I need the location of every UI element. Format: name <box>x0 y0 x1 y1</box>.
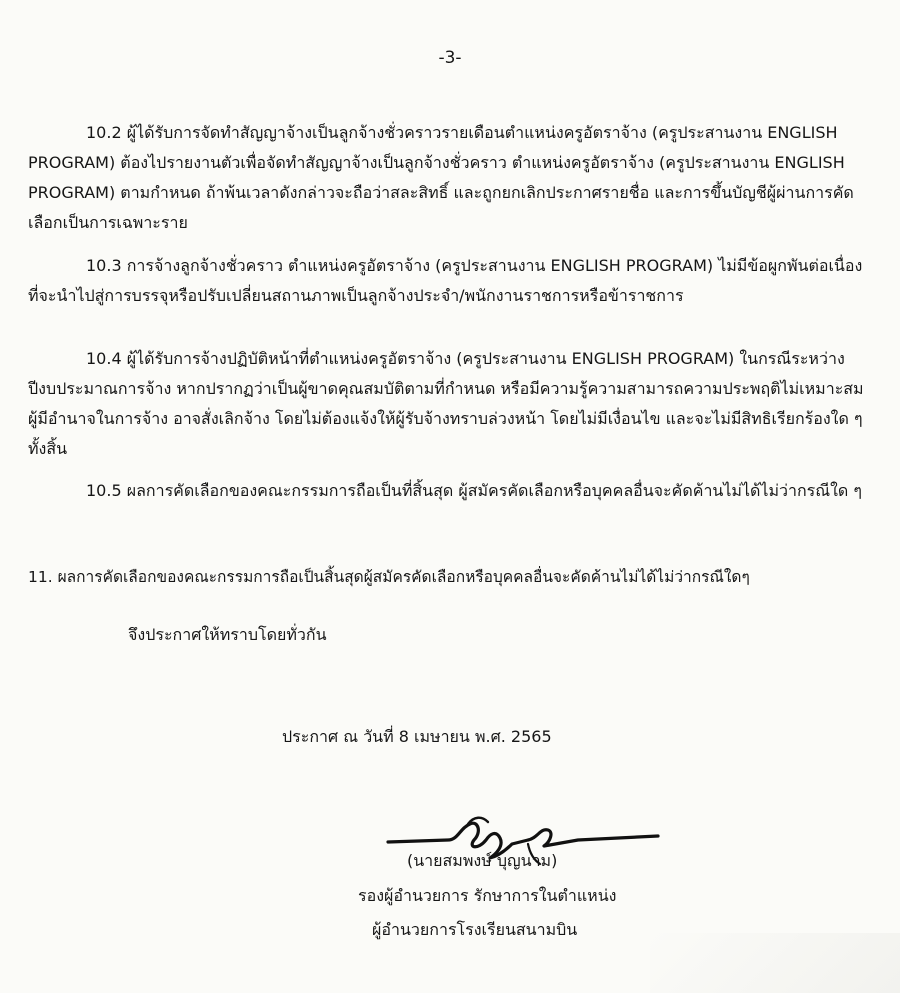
page-number: -3- <box>438 48 462 68</box>
clause-10-3: 10.3 การจ้างลูกจ้างชั่วคราว ตำแหน่งครูอัตราจ้าง (ครูประสานงาน ENGLISH PROGRAM) ไม่มีข้อผูกพันต่อเนื่องที่จะนำไปสู่การบรรจุหรือปรับเปลี่ยนสถานภาพเป็นลูกจ้างประจำ/พนักงานราชการหรือข้าราชการ <box>28 256 863 305</box>
announcement-date: ประกาศ ณ วันที่ 8 เมษายน พ.ศ. 2565 <box>282 727 552 746</box>
signer-title-line2: ผู้อำนวยการโรงเรียนสนามบิน <box>372 920 578 939</box>
clause-11: 11. ผลการคัดเลือกของคณะกรรมการถือเป็นสิ้นสุดผู้สมัครคัดเลือกหรือบุคคลอื่นจะคัดค้านไม่ได้ไม่ว่ากรณีใดๆ <box>28 568 750 586</box>
closing-statement: จึงประกาศให้ทราบโดยทั่วกัน <box>128 625 327 644</box>
clause-10-2: 10.2 ผู้ได้รับการจัดทำสัญญาจ้างเป็นลูกจ้างชั่วคราวรายเดือนตำแหน่งครูอัตราจ้าง (ครูประสานงาน ENGLISH PROGRAM) ต้องไปรายงานตัวเพื่อจัดทำสัญญาจ้างเป็นลูกจ้างชั่วคราว ตำแหน่งครูอัตราจ้าง (ครูประสานงาน ENGLISH PROGRAM) ตามกำหนด ถ้าพ้นเวลาดังกล่าวจะถือว่าสละสิทธิ์ และถูกยกเลิกประกาศรายชื่อ และการขึ้นบัญชีผู้ผ่านการคัดเลือกเป็นการเฉพาะราย <box>28 123 854 232</box>
signer-name: (นายสมพงษ์ บุญนาม) <box>407 851 558 870</box>
clause-10-5: 10.5 ผลการคัดเลือกของคณะกรรมการถือเป็นที่สิ้นสุด ผู้สมัครคัดเลือกหรือบุคคลอื่นจะคัดค้านไม่ได้ไม่ว่ากรณีใด ๆ <box>86 481 862 500</box>
clause-10-4: 10.4 ผู้ได้รับการจ้างปฏิบัติหน้าที่ตำแหน่งครูอัตราจ้าง (ครูประสานงาน ENGLISH PROGRAM) ในกรณีระหว่างปีงบประมาณการจ้าง หากปรากฏว่าเป็นผู้ขาดคุณสมบัติตามที่กำหนด หรือมีความรู้ความสามารถความประพฤติไม่เหมาะสมผู้มีอำนาจในการจ้าง อาจสั่งเลิกจ้าง โดยไม่ต้องแจ้งให้ผู้รับจ้างทราบล่วงหน้า โดยไม่มีเงื่อนไข และจะไม่มีสิทธิเรียกร้องใด ๆ ทั้งสิ้น <box>28 349 864 458</box>
signer-title-line1: รองผู้อำนวยการ รักษาการในตำแหน่ง <box>358 886 617 905</box>
scan-shading <box>650 933 900 993</box>
